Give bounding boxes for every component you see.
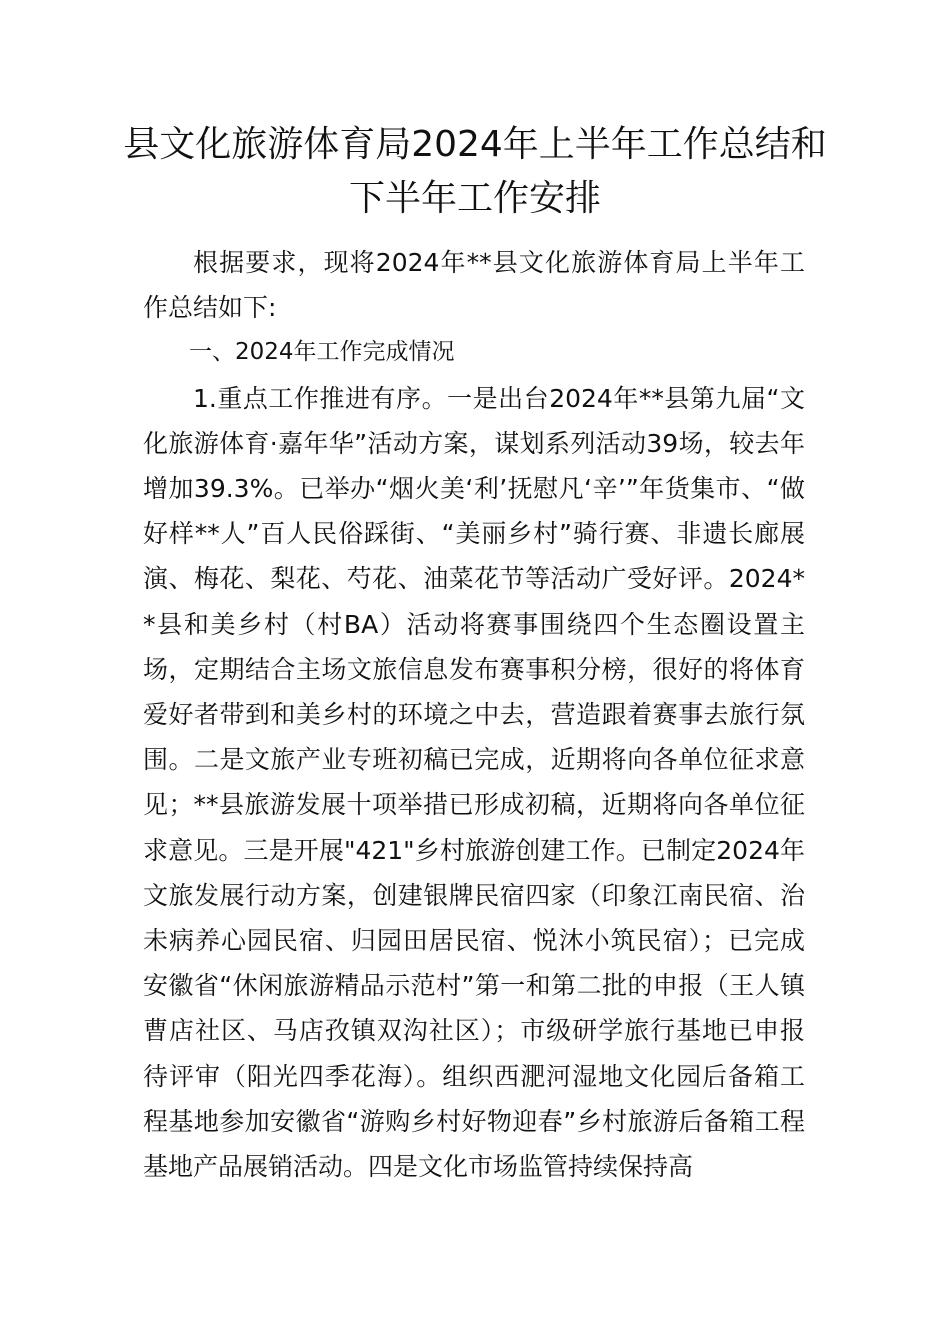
document-body	[143, 240, 805, 1189]
intro-paragraph: 根据要求，现将2024年**县文化旅游体育局上半年工作总结如下:	[143, 248, 805, 323]
section-heading: 一、2024年工作完成情况	[189, 339, 455, 366]
document-title: 县文化旅游体育局2024年上半年工作总结和下半年工作安排	[123, 124, 827, 219]
body-paragraph: 1.重点工作推进有序。一是出台2024年**县第九届“文化旅游体育·嘉年华”活动方案，谋划系列活动39场，较去年增加39.3%。已举办“烟火美‘利’抚慰凡‘辛’”年货集市、“做好样**人”百人民俗踩街、“美丽乡村”骑行赛、非遗长廊展演、梅花、梨花、芍花、油菜花节等活动广受好评。2024**县和美乡村（村BA）活动将赛事围绕四个生态圈设置主场，定期结合主场文旅信息发布赛事积分榜，很好的将体育爱好者带到和美乡村的环境之中去，营造跟着赛事去旅行氛围。二是文旅产业专班初稿已完成，近期将向各单位征求意见；**县旅游发展十项举措已形成初稿，近期将向各单位征求意见。三是开展"421"乡村旅游创建工作。已制定2024年文旅发展行动方案，创建银牌民宿四家（印象江南民宿、治未病养心园民宿、归园田居民宿、悦沐小筑民宿）；已完成安徽省“休闲旅游精品示范村”第一和第二批的申报（王人镇曹店社区、马店孜镇双沟社区）；市级研学旅行基地已申报待评审（阳光四季花海）。组织西淝河湿地文化园后备箱工程基地参加安徽省“游购乡村好物迎春”乡村旅游后备箱工程基地产品展销活动。四是文化市场监管持续保持高	[143, 383, 805, 1182]
